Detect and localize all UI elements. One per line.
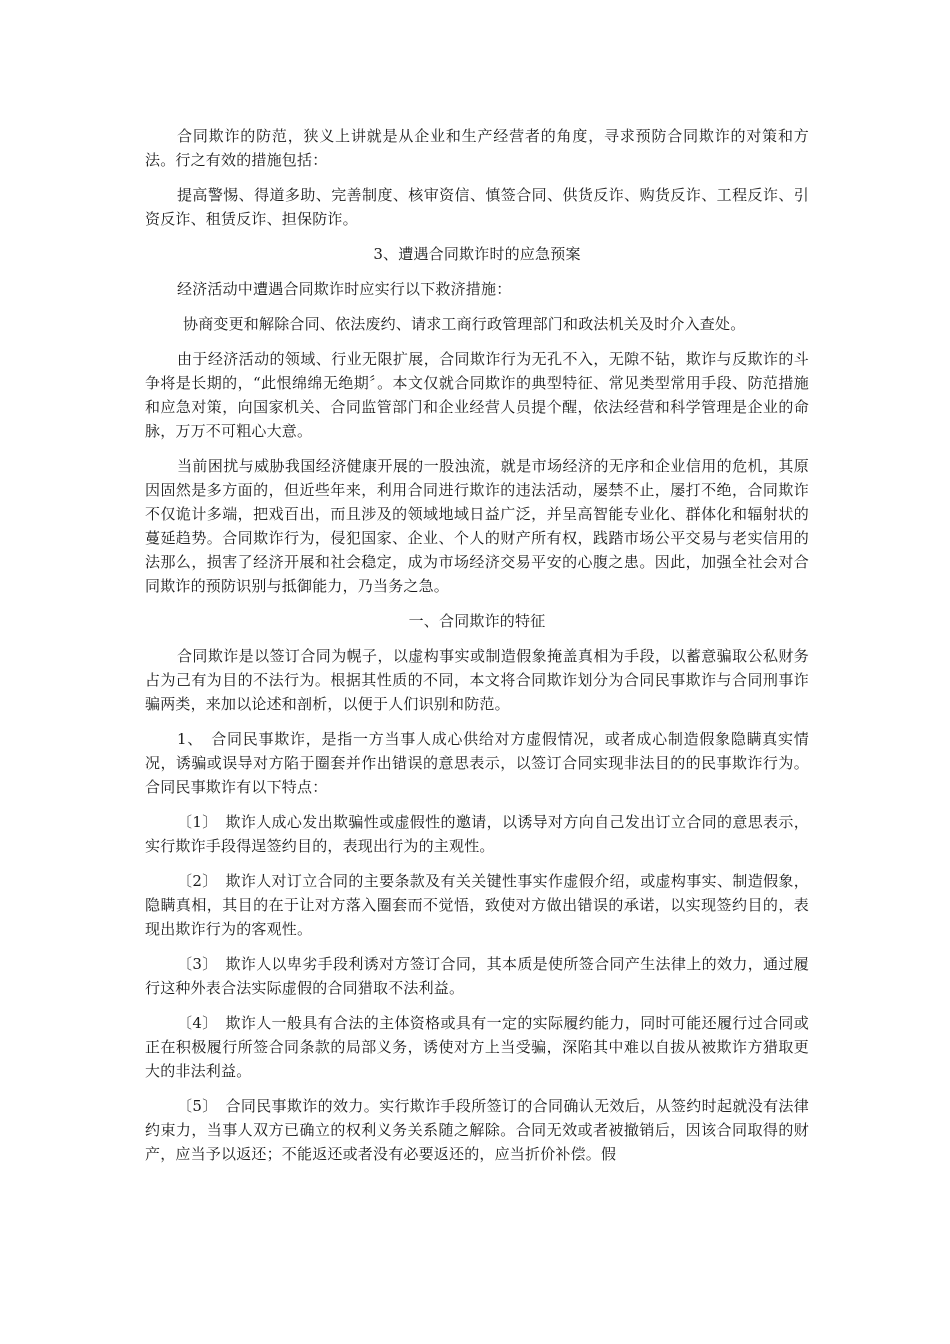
document-body [145,124,809,1177]
paragraph-definition: 合同欺诈是以签订合同为幌子，以虚构事实或制造假象掩盖真相为手段，以蓄意骗取公私财务占为己有为目的不法行为。根据其性质的不同，本文将合同欺诈划分为合同民事欺诈与合同刑事诈骗两类，来加以论述和剖析，以便于人们识别和防范。 [145,647,809,713]
paragraph-item-4: 〔4〕 欺诈人一般具有合法的主体资格或具有一定的实际履约能力，同时可能还履行过合同或正在积极履行所签合同条款的局部义务，诱使对方上当受骗，深陷其中难以自拔从被欺诈方猎取更大的非法利益。 [145,1014,809,1080]
section-heading-emergency-plan: 3、遭遇合同欺诈时的应急预案 [373,245,581,263]
paragraph-item-3: 〔3〕 欺诈人以卑劣手段利诱对方签订合同，其本质是使所签合同产生法律上的效力，通过履行这种外表合法实际虚假的合同猎取不法利益。 [145,955,809,997]
paragraph-item-1: 〔1〕 欺诈人成心发出欺骗性或虚假性的邀请，以诱导对方向自己发出订立合同的意思表示，实行欺诈手段得逞签约目的，表现出行为的主观性。 [145,813,809,855]
paragraph-remedy-measures: 协商变更和解除合同、依法废约、请求工商行政管理部门和政法机关及时介入查处。 [183,315,746,333]
paragraph-item-5: 〔5〕 合同民事欺诈的效力。实行欺诈手段所签订的合同确认无效后，从签约时起就没有法律约束力，当事人双方已确立的权利义务关系随之解除。合同无效或者被撤销后，因该合同取得的财产，应当予以返还；不能返还或者没有必要返还的，应当折价补偿。假 [145,1097,809,1163]
paragraph-long-term-struggle: 由于经济活动的领域、行业无限扩展，合同欺诈行为无孔不入，无隙不钻，欺诈与反欺诈的斗争将是长期的，“此恨绵绵无绝期〞。本文仅就合同欺诈的典型特征、常见类型常用手段、防范措施和应急对策，向国家机关、合同监管部门和企业经营人员提个醒，依法经营和科学管理是企业的命脉，万万不可粗心大意。 [145,350,809,440]
paragraph-prevention-intro: 合同欺诈的防范，狭义上讲就是从企业和生产经营者的角度，寻求预防合同欺诈的对策和方法。行之有效的措施包括： [145,127,809,169]
paragraph-current-situation: 当前困扰与威胁我国经济健康开展的一股浊流，就是市场经济的无序和企业信用的危机，其原因固然是多方面的，但近些年来，利用合同进行欺诈的违法活动，屡禁不止，屡打不绝，合同欺诈不仅诡计多端，把戏百出，而且涉及的领域地域日益广泛，并呈高智能专业化、群体化和辐射状的蔓延趋势。合同欺诈行为，侵犯国家、企业、个人的财产所有权，践踏市场公平交易与老实信用的法那么，损害了经济开展和社会稳定，成为市场经济交易平安的心腹之患。因此，加强全社会对合同欺诈的预防识别与抵御能力，乃当务之急。 [145,457,809,595]
paragraph-remedy-intro: 经济活动中遭遇合同欺诈时应实行以下救济措施： [177,280,512,298]
paragraph-civil-fraud: 1、 合同民事欺诈，是指一方当事人成心供给对方虚假情况，或者成心制造假象隐瞒真实情况，诱骗或误导对方陷于圈套并作出错误的意思表示，以签订合同实现非法目的的民事欺诈行为。合同民事欺诈有以下特点： [145,730,809,796]
paragraph-measures-list: 提高警惕、得道多助、完善制度、核审资信、慎签合同、供货反诈、购货反诈、工程反诈、引资反诈、租赁反诈、担保防诈。 [145,186,809,228]
section-heading-characteristics: 一、合同欺诈的特征 [408,612,546,630]
paragraph-item-2: 〔2〕 欺诈人对订立合同的主要条款及有关关键性事实作虚假介绍，或虚构事实、制造假象，隐瞒真相，其目的在于让对方落入圈套而不觉悟，致使对方做出错误的承诺，以实现签约目的，表现出欺诈行为的客观性。 [145,872,809,938]
